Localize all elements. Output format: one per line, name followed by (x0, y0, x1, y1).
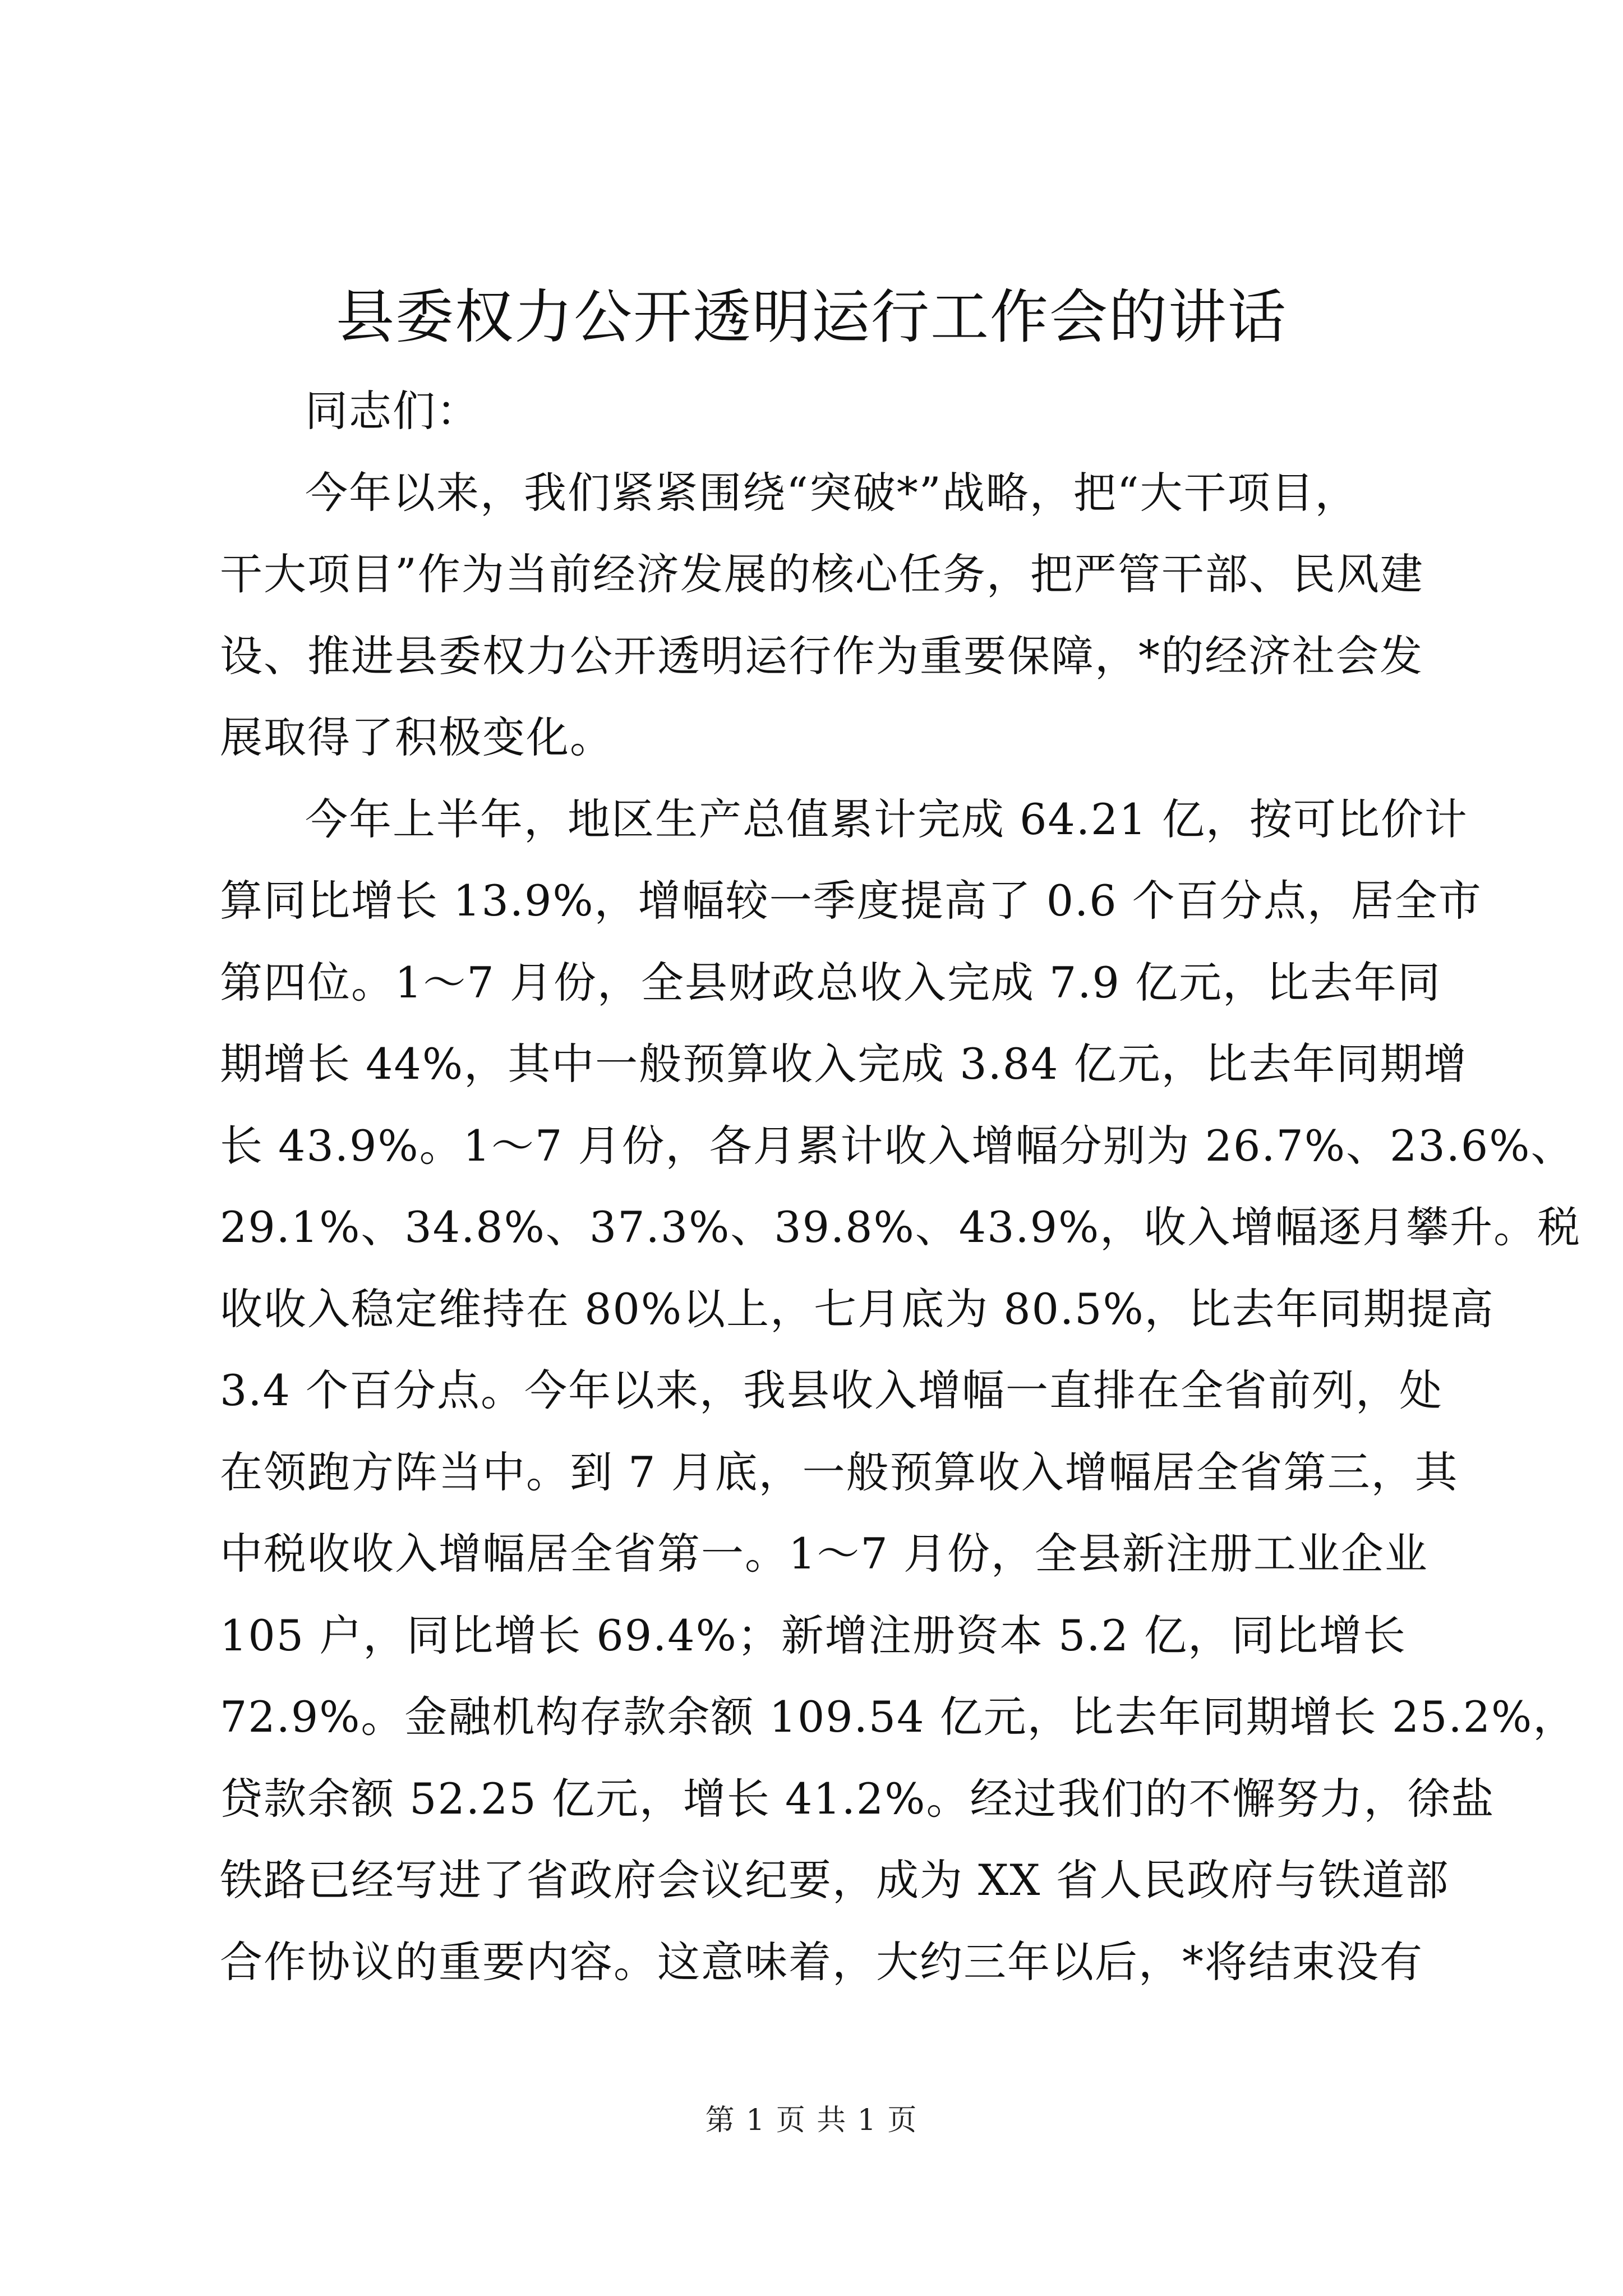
paragraph-2-line-11: 105 户，同比增长 69.4%；新增注册资本 5.2 亿，同比增长 (220, 1610, 1407, 1660)
document-body (220, 370, 1581, 2003)
paragraph-1-line-2: 干大项目”作为当前经济发展的核心任务，把严管干部、民风建 (220, 549, 1424, 599)
paragraph-2-line-6: 29.1%、34.8%、37.3%、39.8%、43.9%，收入增幅逐月攀升。税 (220, 1202, 1581, 1252)
document-title: 县委权力公开透明运行工作会的讲话 (335, 283, 1287, 351)
paragraph-2-line-12: 72.9%。金融机构存款余额 109.54 亿元，比去年同期增长 25.2%， (220, 1692, 1577, 1742)
paragraph-2-line-4: 期增长 44%，其中一般预算收入完成 3.84 亿元，比去年同期增 (220, 1039, 1468, 1089)
salutation-line: 同志们： (305, 386, 480, 436)
paragraph-1-line-3: 设、推进县委权力公开透明运行作为重要保障，*的经济社会发 (220, 631, 1423, 681)
paragraph-1-line-4: 展取得了积极变化。 (220, 712, 614, 762)
paragraph-2-line-13: 贷款余额 52.25 亿元，增长 41.2%。经过我们的不懈努力，徐盐 (220, 1773, 1495, 1824)
page-number-footer: 第 1 页 共 1 页 (705, 2104, 918, 2137)
paragraph-2-line-2: 算同比增长 13.9%，增幅较一季度提高了 0.6 个百分点，居全市 (220, 876, 1482, 926)
paragraph-2-line-14: 铁路已经写进了省政府会议纪要，成为 XX 省人民政府与铁道部 (220, 1855, 1450, 1905)
paragraph-1-line-1: 今年以来，我们紧紧围绕“突破*”战略，把“大干项目， (305, 467, 1359, 518)
paragraph-2-line-8: 3.4 个百分点。今年以来，我县收入增幅一直排在全省前列，处 (220, 1365, 1444, 1415)
paragraph-2-line-5: 长 43.9%。1～7 月份，各月累计收入增幅分别为 26.7%、23.6%、 (220, 1120, 1575, 1171)
paragraph-2-line-3: 第四位。1～7 月份，全县财政总收入完成 7.9 亿元，比去年同 (220, 957, 1442, 1007)
paragraph-2-line-15: 合作协议的重要内容。这意味着，大约三年以后，*将结束没有 (220, 1936, 1423, 1987)
paragraph-2-line-10: 中税收收入增幅居全省第一。1～7 月份，全县新注册工业企业 (220, 1529, 1428, 1579)
paragraph-2-line-7: 收收入稳定维持在 80%以上，七月底为 80.5%，比去年同期提高 (220, 1283, 1495, 1334)
paragraph-2-line-1: 今年上半年，地区生产总值累计完成 64.21 亿，按可比价计 (305, 794, 1468, 844)
paragraph-2-line-9: 在领跑方阵当中。到 7 月底，一般预算收入增幅居全省第三，其 (220, 1447, 1459, 1497)
